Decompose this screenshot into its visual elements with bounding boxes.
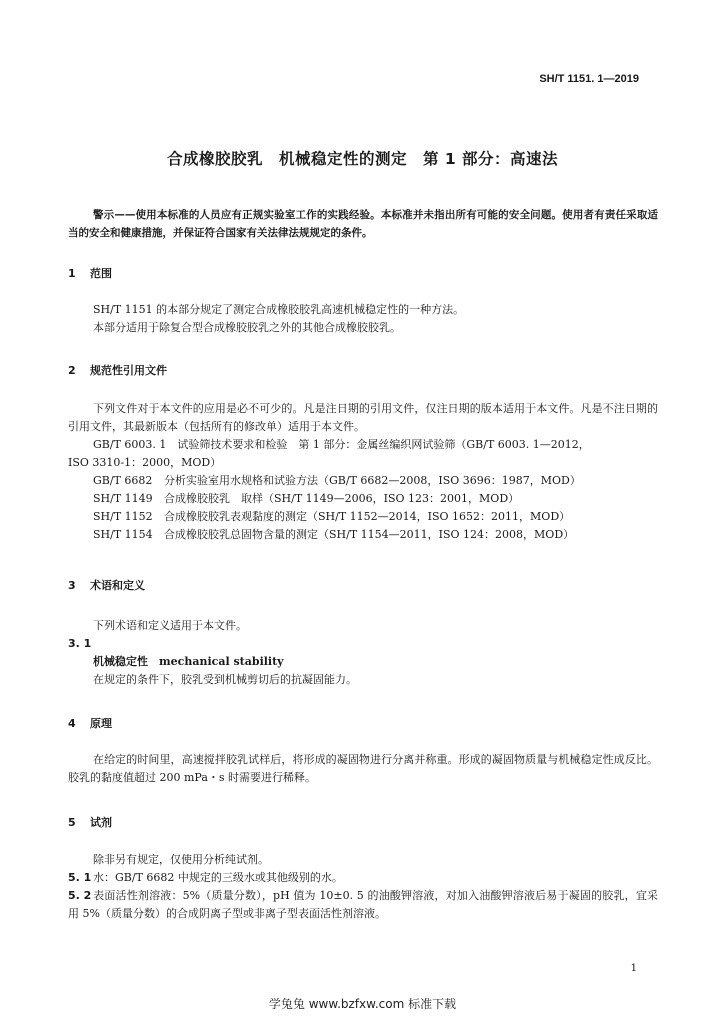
reagent-number: 5. 2 (68, 889, 92, 902)
reference-text: 分析实验室用水规格和试验方法（GB/T 6682—2008，ISO 3696：1987，MOD） (164, 474, 581, 487)
reference-item (68, 508, 658, 526)
reagent-number: 5. 1 (68, 871, 92, 884)
reference-item (68, 472, 658, 490)
term-number: 3. 1 (68, 637, 92, 650)
reagent-text: 表面活性剂溶液：5%（质量分数），pH 值为 10±0. 5 的油酸钾溶液，对加入油酸钾溶液后易于凝固的胶乳，宜采用 5%（质量分数）的合成阴离子型或非离子型表面活性剂溶液。 (68, 889, 658, 920)
reference-text: 合成橡胶胶乳 取样（SH/T 1149—2006，ISO 123：2001，MOD） (164, 492, 520, 505)
section-5-heading: 5 试剂 (68, 816, 112, 829)
section-4-body (68, 751, 658, 787)
reference-item: GB/T 6003. 1 试验筛技术要求和检验 第 1 部分：金属丝编织网试验筛（GB/T 6003. 1—2012， (93, 438, 590, 451)
references-intro: 下列文件对于本文件的应用是必不可少的。凡是注日期的引用文件，仅注日期的版本适用于本文件。凡是不注日期的引用文件，其最新版本（包括所有的修改单）适用于本文件。 (68, 402, 658, 433)
reference-code: SH/T 1154 (93, 528, 153, 541)
reference-item (68, 490, 658, 508)
scope-paragraph-2: 本部分适用于除复合型合成橡胶胶乳之外的其他合成橡胶胶乳。 (93, 321, 401, 334)
term-name: 机械稳定性 mechanical stability (93, 655, 284, 668)
section-4-heading: 4 原理 (68, 717, 112, 730)
principle-paragraph: 在给定的时间里，高速搅拌胶乳试样后，将形成的凝固物进行分离并称重。形成的凝固物质量与机械稳定性成反比。胶乳的黏度值超过 200 mPa・s 时需要进行稀释。 (68, 753, 658, 784)
reagent-text: 水：GB/T 6682 中规定的三级水或其他级别的水。 (93, 871, 343, 884)
section-2-title: 规范性引用文件 (90, 364, 167, 377)
section-1-body (68, 301, 658, 337)
warning-paragraph (68, 206, 658, 242)
reference-code: SH/T 1152 (93, 510, 153, 523)
reagents-intro: 除非另有规定，仅使用分析纯试剂。 (93, 853, 269, 866)
term-definition: 在规定的条件下，胶乳受到机械剪切后的抗凝固能力。 (93, 673, 357, 686)
section-5-title: 试剂 (90, 816, 112, 829)
terms-intro: 下列术语和定义适用于本文件。 (93, 619, 247, 632)
section-4-title: 原理 (90, 717, 112, 730)
warning-text: 警示——使用本标准的人员应有正规实验室工作的实践经验。本标准并未指出所有可能的安全问题。使用者有责任采取适当的安全和健康措施，并保证符合国家有关法律法规规定的条件。 (68, 209, 658, 239)
standard-code: SH/T 1151. 1—2019 (539, 73, 639, 85)
page-number: 1 (630, 963, 637, 974)
reagent-item (68, 869, 658, 887)
section-1-heading: 1 范围 (68, 267, 112, 280)
document-title: 合成橡胶胶乳 机械稳定性的测定 第 1 部分：高速法 (166, 150, 559, 168)
section-2-heading: 2 规范性引用文件 (68, 364, 167, 377)
reference-item (68, 526, 658, 544)
reference-text: 合成橡胶胶乳总固物含量的测定（SH/T 1154—2011，ISO 124：2008，MOD） (164, 528, 575, 541)
section-1-title: 范围 (90, 267, 112, 280)
section-5-body (68, 851, 658, 923)
reference-item-continuation: ISO 3310-1：2000，MOD） (68, 456, 222, 469)
section-3-heading: 3 术语和定义 (68, 579, 145, 592)
reference-text: 合成橡胶胶乳表观黏度的测定（SH/T 1152—2014，ISO 1652：2011，MOD） (164, 510, 571, 523)
reagent-item (68, 887, 658, 923)
section-2-body (68, 400, 658, 544)
section-3-title: 术语和定义 (90, 579, 145, 592)
reference-code: SH/T 1149 (93, 492, 153, 505)
section-3-body (68, 617, 658, 689)
reference-code: GB/T 6682 (93, 474, 153, 487)
scope-paragraph-1: SH/T 1151 的本部分规定了测定合成橡胶胶乳高速机械稳定性的一种方法。 (93, 303, 465, 316)
footer-watermark: 学兔兔 www.bzfxw.com 标准下载 (268, 997, 457, 1011)
